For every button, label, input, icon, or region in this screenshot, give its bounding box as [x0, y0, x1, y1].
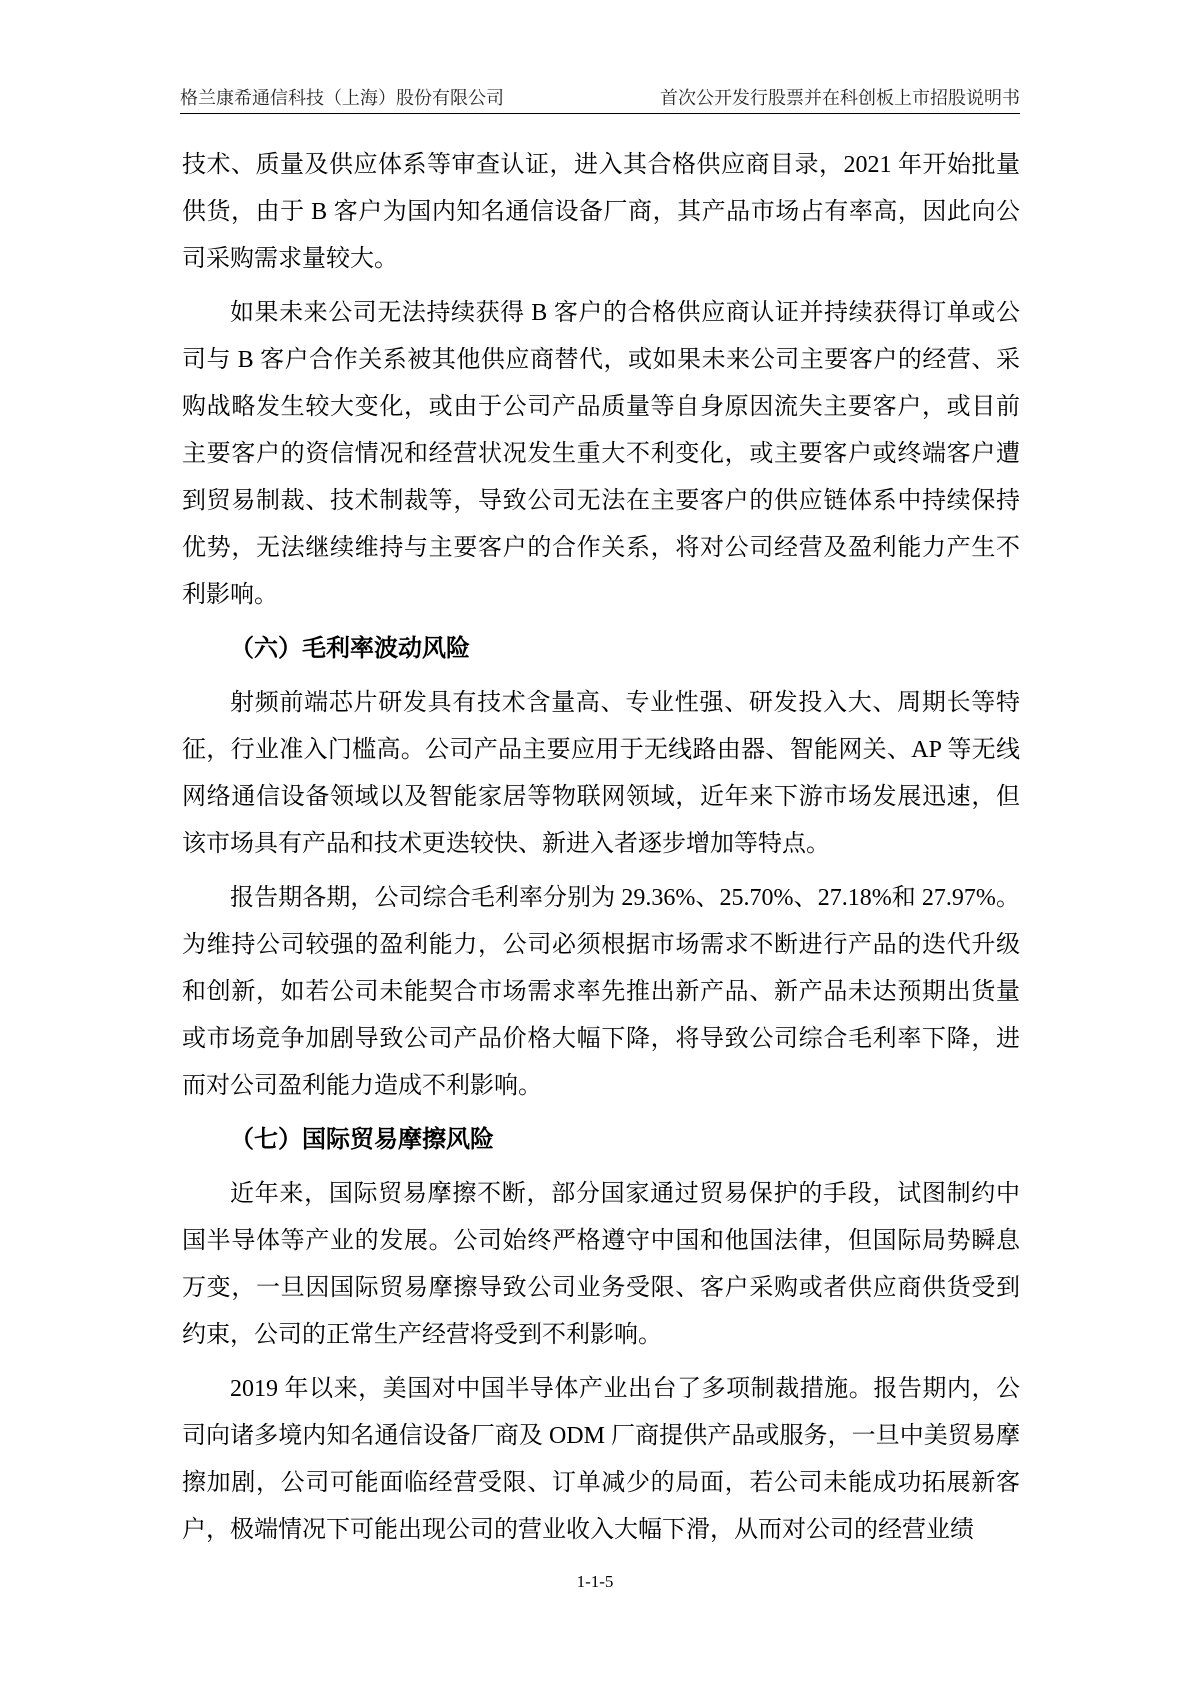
- page-header: [180, 88, 1020, 114]
- paragraph: 近年来，国际贸易摩擦不断，部分国家通过贸易保护的手段，试图制约中国半导体等产业的发展。公司始终严格遵守中国和他国法律，但国际局势瞬息万变，一旦因国际贸易摩擦导致公司业务受限、客户采购或者供应商供货受到约束，公司的正常生产经营将受到不利影响。: [182, 1181, 1020, 1348]
- paragraph: 如果未来公司无法持续获得 B 客户的合格供应商认证并持续获得订单或公司与 B 客户合作关系被其他供应商替代，或如果未来公司主要客户的经营、采购战略发生较大变化，或由于公司产品质量等自身原因流失主要客户，或目前主要客户的资信情况和经营状况发生重大不利变化，或主要客户或终端客户遭到贸易制裁、技术制裁等，导致公司无法在主要客户的供应链体系中持续保持优势，无法继续维持与主要客户的合作关系，将对公司经营及盈利能力产生不利影响。: [182, 300, 1020, 608]
- document-body: [182, 142, 1020, 1561]
- header-doc-title: 首次公开发行股票并在科创板上市招股说明书: [660, 88, 1020, 108]
- section-heading: （六）毛利率波动风险: [230, 636, 470, 662]
- page-number: 1-1-5: [576, 1572, 614, 1591]
- section-heading: （七）国际贸易摩擦风险: [230, 1127, 494, 1153]
- paragraph: 技术、质量及供应体系等审查认证，进入其合格供应商目录，2021 年开始批量供货，由于 B 客户为国内知名通信设备厂商，其产品市场占有率高，因此向公司采购需求量较大。: [182, 152, 1020, 272]
- header-company: 格兰康希通信科技（上海）股份有限公司: [180, 88, 504, 108]
- paragraph: 2019 年以来，美国对中国半导体产业出台了多项制裁措施。报告期内，公司向诸多境内知名通信设备厂商及 ODM 厂商提供产品或服务，一旦中美贸易摩擦加剧，公司可能面临经营受限、订单减少的局面，若公司未能成功拓展新客户，极端情况下可能出现公司的营业收入大幅下滑，从而对公司的经营业绩: [182, 1376, 1020, 1543]
- paragraph: 射频前端芯片研发具有技术含量高、专业性强、研发投入大、周期长等特征，行业准入门槛高。公司产品主要应用于无线路由器、智能网关、AP 等无线网络通信设备领域以及智能家居等物联网领域，近年来下游市场发展迅速，但该市场具有产品和技术更迭较快、新进入者逐步增加等特点。: [182, 690, 1020, 857]
- paragraph: 报告期各期，公司综合毛利率分别为 29.36%、25.70%、27.18%和 27.97%。为维持公司较强的盈利能力，公司必须根据市场需求不断进行产品的迭代升级和创新，如若公司未能契合市场需求率先推出新产品、新产品未达预期出货量或市场竞争加剧导致公司产品价格大幅下降，将导致公司综合毛利率下降，进而对公司盈利能力造成不利影响。: [182, 885, 1020, 1099]
